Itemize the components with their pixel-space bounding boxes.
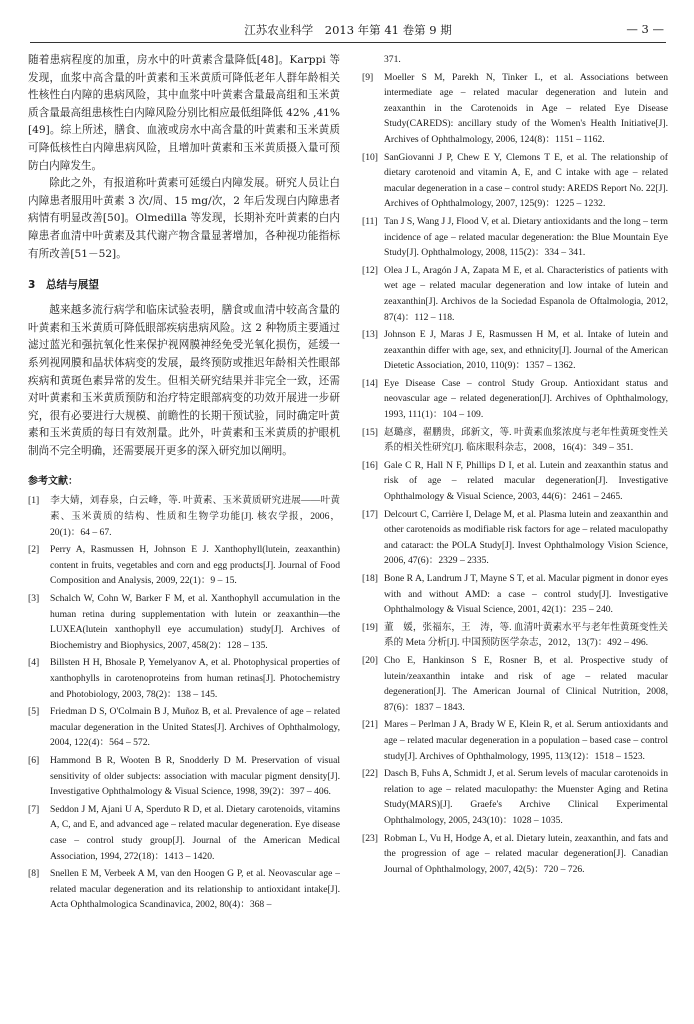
reference-text: Perry A, Rasmussen H, Johnson E J. Xanthophyll(lutein, zeaxanthin) content in fruits, vegetables and corn and egg products[J]. Journal of Food Composition and Analysis, 2009, 22(1)：9 – 15. <box>50 544 340 587</box>
reference-text: Schalch W, Cohn W, Barker F M, et al. Xanthophyll accumulation in the human retina during supplementation with lutein or zeaxanthin—the LUXEA(lutein xanthophyll eye accumulation) study[J]. Archives of Biochemistry and Biophysics, 2007, 458(2)：128 – 135. <box>50 593 340 651</box>
reference-number: [6] <box>28 754 40 766</box>
reference-number: [8] <box>28 868 40 880</box>
reference-item <box>362 766 668 828</box>
reference-number: [7] <box>28 803 40 815</box>
reference-text: SanGiovanni J P, Chew E Y, Clemons T E, et al. The relationship of dietary carotenoid and vitamin A, E, and C intake with age – related macular degeneration in a case – control study: AREDS Report No. 22[J]. Archives of Ophthalmology, 2007, 125(9)：1225 – 1232. <box>384 151 668 210</box>
reference-number: [10] <box>362 151 378 163</box>
reference-number: [3] <box>28 593 40 605</box>
reference-text: Dasch B, Fuhs A, Schmidt J, et al. Serum levels of macular carotenoids in relation to age – related maculopathy: the Muenster Aging and Retina Study(MARS)[J]. Graefe's Archive Clinical Experimental Ophthalmology, 2005, 243(10)：1028 – 1035. <box>384 768 668 826</box>
reference-number: [23] <box>362 832 378 844</box>
reference-text: Delcourt C, Carrière I, Delage M, et al. Plasma lutein and zeaxanthin and other carotenoids as modifiable risk factors for age – related maculopathy and cataract: the POLA Study[J]. Invest Ophthalmology Vision Science, 2006, 47(6)：2329 – 2335. <box>384 508 668 567</box>
reference-list-left <box>28 493 340 912</box>
reference-item <box>28 493 340 540</box>
reference-text: Billsten H H, Bhosale P, Yemelyanov A, et al. Photophysical properties of xanthophylls in carotenoproteins from human retinas[J]. Photochemistry and Photobiology, 2003, 78(2)：138 – 145. <box>50 657 340 700</box>
body-paragraph: 随着患病程度的加重，房水中的叶黄素含量降低[48]。Karppi 等发现，血浆中高含量的叶黄素和玉米黄质可降低老年人群年龄相关性核性白内障的患病风险，其中血浆中叶黄素含量最高组和玉米黄质含量最高组患核性白内障风险分别比相应最低组降低 42% ,41%[49]。综上所述，膳食、血液或房水中高含量的叶黄素和玉米黄质可降低核性白内障患病风险，且增加叶黄素和玉米黄质摄入量可预防白内障发生。 <box>28 54 340 172</box>
reference-text: Tan J S, Wang J J, Flood V, et al. Dietary antioxidants and the long – term incidence of age – related macular degeneration: the Blue Mountain Eye Study[J]. Ophthalmology, 2008, 115(2)：334 – 341. <box>384 215 668 259</box>
right-column <box>362 52 668 1014</box>
reference-text: 371. <box>384 54 401 65</box>
reference-list-right <box>362 52 668 877</box>
reference-text: Bone R A, Landrum J T, Mayne S T, et al. Macular pigment in donor eyes with and without AMD: a case – control study[J]. Investigative Ophthalmology & Visual Science, 2001, 42(1)：235 – 240. <box>384 573 668 616</box>
reference-text: Johnson E J, Maras J E, Rasmussen H M, et al. Intake of lutein and zeaxanthin differ with age, sex, and ethnicity[J]. Journal of the American Dietetic Association, 2010, 110(9)：1357 – 1362. <box>384 329 668 372</box>
references-heading: 参考文献： <box>28 476 78 488</box>
reference-item <box>362 263 668 325</box>
reference-item <box>362 571 668 618</box>
reference-text: Cho E, Hankinson S E, Rosner B, et al. Prospective study of lutein/zeaxanthin intake and risk of age – related macular degeneration[J]. The American Journal of Clinical Nutrition, 2008, 87(6)：1837 – 1843. <box>384 654 668 713</box>
page-number: — 3 — <box>626 22 664 36</box>
body-paragraph: 除此之外，有报道称叶黄素可延缓白内障发展。研究人员让白内障患者服用叶黄素 3 次/周、15 mg/次，2 年后发现白内障患者病情有明显改善[50]。Olmedilla 等发现，长期补充叶黄素的白内障患者血清中叶黄素及其代谢产物含量显著增加，各种视功能指标有所改善[51－52]。 <box>28 177 340 260</box>
journal-info: 江苏农业科学 2013 年第 41 卷第 9 期 <box>244 23 452 37</box>
reference-number: [19] <box>362 621 378 633</box>
reference-item <box>362 507 668 569</box>
reference-text: Snellen E M, Verbeek A M, van den Hoogen G P, et al. Neovascular age – related macular degeneration and its relationship to antioxidant intake[J]. Acta Ophthalmologica Scandinavica, 2002, 80(4)：368 – <box>50 868 340 911</box>
reference-text: 董 媛，张福东，王 涛，等. 血清叶黄素水平与老年性黄斑变性关系的 Meta 分析[J]. 中国预防医学杂志，2012，13(7)：492 – 496. <box>384 621 668 649</box>
section-heading: 3 总结与展望 <box>28 279 99 292</box>
reference-text: Moeller S M, Parekh N, Tinker L, et al. Associations between intermediate age – related macular degeneration and lutein and zeaxanthin in the Carotenoids in Age – related Eye Disease Study(CAREDS): ancillary study of the Women's Health Initiative[J]. Archives of Ophthalmology, 2006, 124(8)：1151 – 1162. <box>384 71 668 145</box>
reference-number: [21] <box>362 719 378 731</box>
reference-number: [11] <box>362 215 378 227</box>
reference-number: [4] <box>28 657 40 669</box>
reference-number: [1] <box>28 495 40 507</box>
reference-item <box>362 831 668 878</box>
reference-number: [22] <box>362 768 378 780</box>
running-header <box>30 20 666 43</box>
reference-number: [15] <box>362 426 378 438</box>
reference-item <box>28 591 340 653</box>
reference-item <box>28 802 340 864</box>
reference-number: [13] <box>362 329 378 341</box>
reference-number: [9] <box>362 71 374 83</box>
reference-item <box>28 655 340 702</box>
reference-item <box>28 753 340 800</box>
reference-item <box>362 458 668 505</box>
reference-text: 赵璐彦，翟鹏贵，邱新文，等. 叶黄素血浆浓度与老年性黄斑变性关系的相关性研究[J]. 临床眼科杂志，2008，16(4)：349 – 351. <box>384 426 668 454</box>
reference-number: [14] <box>362 377 378 389</box>
reference-number: [2] <box>28 544 40 556</box>
reference-number: [5] <box>28 706 40 718</box>
reference-text: Mares – Perlman J A, Brady W E, Klein R, et al. Serum antioxidants and age – related macular degeneration in a population – based case – control study[J]. Archives of Ophthalmology, 1995, 113(12)：1518 – 1523. <box>384 719 668 762</box>
reference-item <box>28 542 340 589</box>
reference-item <box>362 425 668 456</box>
reference-number: [17] <box>362 508 378 520</box>
reference-item <box>362 376 668 423</box>
reference-item <box>362 150 668 212</box>
reference-text: Eye Disease Case – control Study Group. Antioxidant status and neovascular age – related degeneration[J]. Archives of Ophthalmology, 1993, 111(1)：104 – 109. <box>384 377 668 421</box>
reference-number: [12] <box>362 264 378 276</box>
reference-item <box>362 620 668 651</box>
reference-text: Olea J L, Aragón J A, Zapata M E, et al. Characteristics of patients with wet age – related macular degeneration and low intake of lutein and zeaxanthin[J]. Archivos de la Sociedad Espanola de Oftalmologia, 2012, 87(4)：112 – 118. <box>384 264 668 323</box>
reference-text: Gale C R, Hall N F, Phillips D I, et al. Lutein and zeaxanthin status and risk of age – related macular degeneration[J]. Investigative Ophthalmology & Visual Science, 2003, 44(6)：2461 – 2465. <box>384 459 668 503</box>
reference-item <box>28 866 340 913</box>
reference-item <box>362 653 668 715</box>
reference-number: [18] <box>362 573 378 584</box>
left-column <box>28 52 340 1014</box>
reference-text: Seddon J M, Ajani U A, Sperduto R D, et al. Dietary carotenoids, vitamins A, C, and E, and advanced age – related macular degeneration. Eye disease case – control study group[J]. Journal of the American Medical Association, 1994, 272(18)：1413 – 1420. <box>50 803 340 862</box>
reference-number: [16] <box>362 459 378 471</box>
reference-text: Friedman D S, O'Colmain B J, Muñoz B, et al. Prevalence of age – related macular degeneration in the United States[J]. Archives of Ophthalmology, 2004, 122(4)：564 – 572. <box>50 706 340 749</box>
reference-item <box>362 214 668 261</box>
reference-text: Robman L, Vu H, Hodge A, et al. Dietary lutein, zeaxanthin, and fats and the progression of age – related macular degeneration[J]. Canadian Journal of Ophthalmology, 2007, 42(5)：720 – 726. <box>384 832 668 875</box>
reference-item <box>362 717 668 764</box>
reference-text: Hammond B R, Wooten B R, Snodderly D M. Preservation of visual sensitivity of older subjects: association with macular pigment density[J]. Investigative Ophthalmology & Visual Science, 1998, 39(2)：397 – 406. <box>50 754 340 798</box>
reference-item <box>362 52 668 68</box>
reference-item <box>362 327 668 374</box>
reference-number: [20] <box>362 654 378 666</box>
reference-text: 李大婧，刘春泉，白云峰，等. 叶黄素、玉米黄质研究进展——叶黄素、玉米黄质的结构、性质和生物学功能[J]. 核农学报，2006，20(1)：64 – 67. <box>50 495 340 538</box>
reference-item <box>362 70 668 148</box>
body-paragraph: 越来越多流行病学和临床试验表明，膳食或血清中较高含量的叶黄素和玉米黄质可降低眼部疾病患病风险。这 2 种物质主要通过滤过蓝光和强抗氧化性来保护视网膜神经免受光氧化损伤，延缓一系列视网膜和晶状体病变的发展，最终预防或推迟年龄相关性眼部疾病和黄斑色素异常的发生。但相关研究结果并非完全一致，还需对叶黄素和玉米黄质预防和治疗特定眼部病变的功效开展进一步研究，很有必要进行大规模、前瞻性的长期干预试验，同时确定叶黄素和玉米黄质的每日有效剂量。此外，叶黄素和玉米黄质的护眼机制尚不完全明确，还需要展开更多的深入研究加以阐明。 <box>28 304 340 457</box>
reference-item <box>28 704 340 751</box>
